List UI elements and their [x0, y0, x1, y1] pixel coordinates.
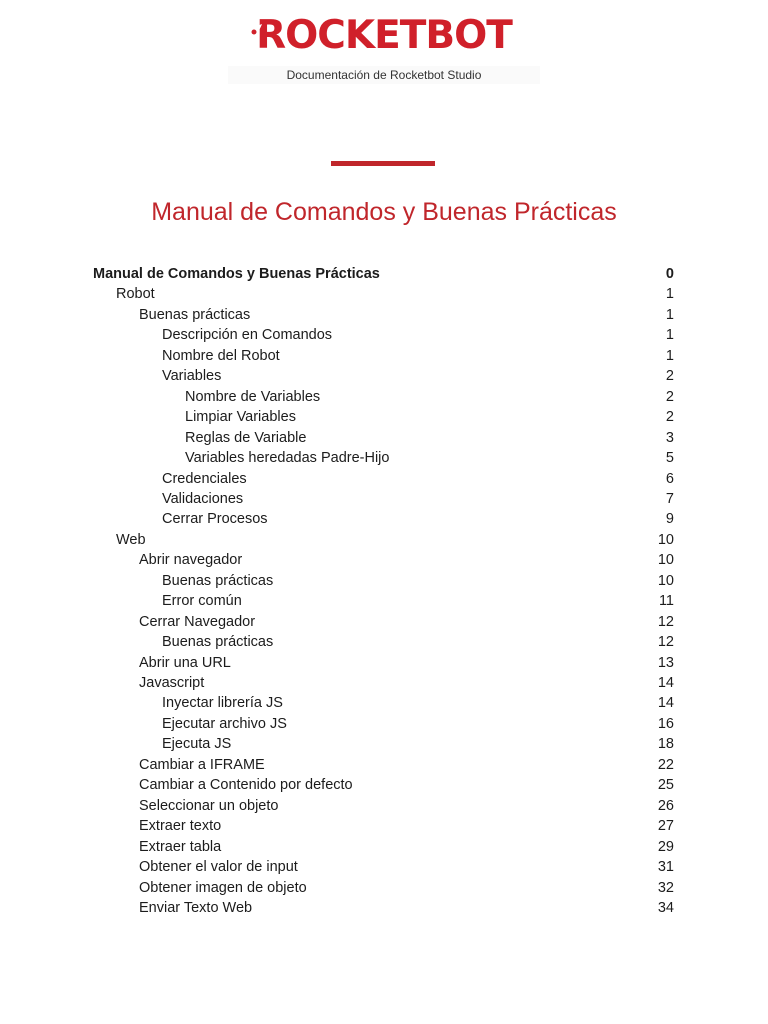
- toc-entry-page-number: 18: [657, 736, 674, 753]
- toc-entry-label[interactable]: Buenas prácticas: [162, 572, 274, 589]
- toc-entry-label[interactable]: Cambiar a Contenido por defecto: [139, 777, 353, 794]
- toc-entry-label[interactable]: Cambiar a IFRAME: [139, 756, 265, 773]
- toc-entry-page-number: 1: [665, 306, 674, 323]
- toc-entry-page-number: 27: [657, 818, 674, 835]
- rocket-icon: [232, 20, 266, 54]
- toc-entry-page-number: 22: [657, 756, 674, 773]
- toc-entry-page-number: 29: [657, 838, 674, 855]
- toc-entry-page-number: 25: [657, 777, 674, 794]
- toc-entry-label[interactable]: Reglas de Variable: [185, 429, 307, 446]
- toc-entry-label[interactable]: Nombre de Variables: [185, 388, 321, 405]
- toc-entry[interactable]: [0, 653, 768, 673]
- toc-entry-page-number: 32: [657, 879, 674, 896]
- toc-entry-label[interactable]: Variables heredadas Padre-Hijo: [185, 450, 390, 467]
- toc-entry-page-number: 9: [665, 511, 674, 528]
- toc-entry-page-number: 1: [665, 347, 674, 364]
- toc-entry[interactable]: [0, 816, 768, 836]
- toc-entry-label[interactable]: Nombre del Robot: [162, 347, 280, 364]
- toc-entry[interactable]: [0, 407, 768, 427]
- toc-entry-page-number: 13: [657, 654, 674, 671]
- toc-entry[interactable]: [0, 387, 768, 407]
- toc-entry[interactable]: [0, 530, 768, 550]
- toc-entry-page-number: 1: [665, 286, 674, 303]
- toc-entry-page-number: 12: [657, 613, 674, 630]
- toc-entry-label[interactable]: Ejecuta JS: [162, 736, 232, 753]
- toc-entry-label[interactable]: Cerrar Navegador: [139, 613, 256, 630]
- toc-entry[interactable]: [0, 509, 768, 529]
- toc-entry-label[interactable]: Extraer tabla: [139, 838, 222, 855]
- accent-divider: [331, 161, 435, 166]
- toc-entry[interactable]: [0, 898, 768, 918]
- toc-entry-label[interactable]: Web: [116, 531, 146, 548]
- toc-entry-page-number: 14: [657, 675, 674, 691]
- toc-entry[interactable]: [0, 305, 768, 325]
- toc-entry-page-number: 16: [657, 715, 674, 732]
- toc-entry-page-number: 2: [665, 388, 674, 405]
- toc-entry-label[interactable]: Ejecutar archivo JS: [162, 715, 287, 732]
- toc-entry-label[interactable]: Robot: [116, 286, 155, 303]
- document-title: Manual de Comandos y Buenas Prácticas: [151, 198, 617, 226]
- toc-entry-label[interactable]: Variables: [162, 368, 222, 385]
- toc-entry-page-number: 26: [657, 797, 674, 814]
- toc-entry-page-number: 14: [657, 695, 674, 712]
- logo: [228, 14, 540, 84]
- toc-entry[interactable]: [0, 714, 768, 734]
- toc-entry[interactable]: [0, 775, 768, 795]
- toc-entry-page-number: 0: [665, 266, 674, 282]
- toc-entry[interactable]: [0, 755, 768, 775]
- toc-entry-page-number: 11: [658, 593, 674, 610]
- toc-entry-label[interactable]: Descripción en Comandos: [162, 327, 333, 344]
- toc-entry[interactable]: [0, 591, 768, 611]
- toc-entry[interactable]: [0, 693, 768, 713]
- toc-entry-page-number: 3: [665, 429, 674, 446]
- toc-entry[interactable]: [0, 612, 768, 632]
- toc-entry-label[interactable]: Buenas prácticas: [162, 634, 274, 651]
- toc-entry-page-number: 10: [657, 572, 674, 589]
- toc-entry-label[interactable]: Credenciales: [162, 470, 247, 487]
- toc-entry-page-number: 1: [665, 327, 674, 344]
- toc-entry[interactable]: [0, 837, 768, 857]
- toc-entry-label[interactable]: Abrir una URL: [139, 654, 231, 671]
- toc-entry[interactable]: [0, 796, 768, 816]
- toc-entry-page-number: 2: [665, 409, 674, 426]
- toc-entry-label[interactable]: Manual de Comandos y Buenas Prácticas: [93, 266, 380, 282]
- toc-entry-label[interactable]: Obtener el valor de input: [139, 859, 298, 876]
- toc-entry-label[interactable]: Extraer texto: [139, 818, 222, 835]
- toc-entry[interactable]: [0, 346, 768, 366]
- toc-entry-label[interactable]: Inyectar librería JS: [162, 695, 283, 712]
- toc-entry[interactable]: [0, 632, 768, 652]
- toc-entry[interactable]: [0, 325, 768, 345]
- toc-entry-label[interactable]: Validaciones: [162, 490, 244, 507]
- toc-entry[interactable]: [0, 264, 768, 284]
- toc-entry-label[interactable]: Cerrar Procesos: [162, 511, 268, 528]
- toc-entry-page-number: 6: [665, 470, 674, 487]
- toc-entry[interactable]: [0, 673, 768, 693]
- toc-entry-label[interactable]: Javascript: [139, 675, 205, 691]
- toc-entry-label[interactable]: Enviar Texto Web: [139, 899, 253, 916]
- logo-text: ROCKETBOT: [256, 13, 512, 58]
- toc-entry-page-number: 34: [657, 899, 674, 916]
- toc-entry[interactable]: [0, 284, 768, 304]
- toc-entry-label[interactable]: Limpiar Variables: [185, 409, 296, 426]
- toc-entry[interactable]: [0, 489, 768, 509]
- toc-entry-page-number: 12: [657, 634, 674, 651]
- toc-entry-label[interactable]: Error común: [162, 593, 242, 610]
- toc-entry[interactable]: [0, 878, 768, 898]
- toc-entry-page-number: 2: [665, 368, 674, 385]
- toc-entry[interactable]: [0, 550, 768, 570]
- toc-entry[interactable]: [0, 469, 768, 489]
- toc-entry[interactable]: [0, 366, 768, 386]
- toc-entry[interactable]: [0, 448, 768, 468]
- toc-entry-label[interactable]: Buenas prácticas: [139, 306, 251, 323]
- toc-entry-page-number: 31: [657, 859, 674, 876]
- toc-entry-page-number: 7: [665, 490, 674, 507]
- toc-entry[interactable]: [0, 428, 768, 448]
- toc-entry-page-number: 10: [657, 531, 674, 548]
- toc-entry-label[interactable]: Obtener imagen de objeto: [139, 879, 307, 896]
- toc-entry-label[interactable]: Abrir navegador: [139, 552, 243, 569]
- toc-entry-page-number: 10: [657, 552, 674, 569]
- toc-entry[interactable]: [0, 571, 768, 591]
- toc-entry[interactable]: [0, 857, 768, 877]
- toc-entry-page-number: 5: [665, 450, 674, 467]
- toc-entry[interactable]: [0, 734, 768, 754]
- logo-subtitle: Documentación de Rocketbot Studio: [228, 66, 540, 84]
- toc-entry-label[interactable]: Seleccionar un objeto: [139, 797, 279, 814]
